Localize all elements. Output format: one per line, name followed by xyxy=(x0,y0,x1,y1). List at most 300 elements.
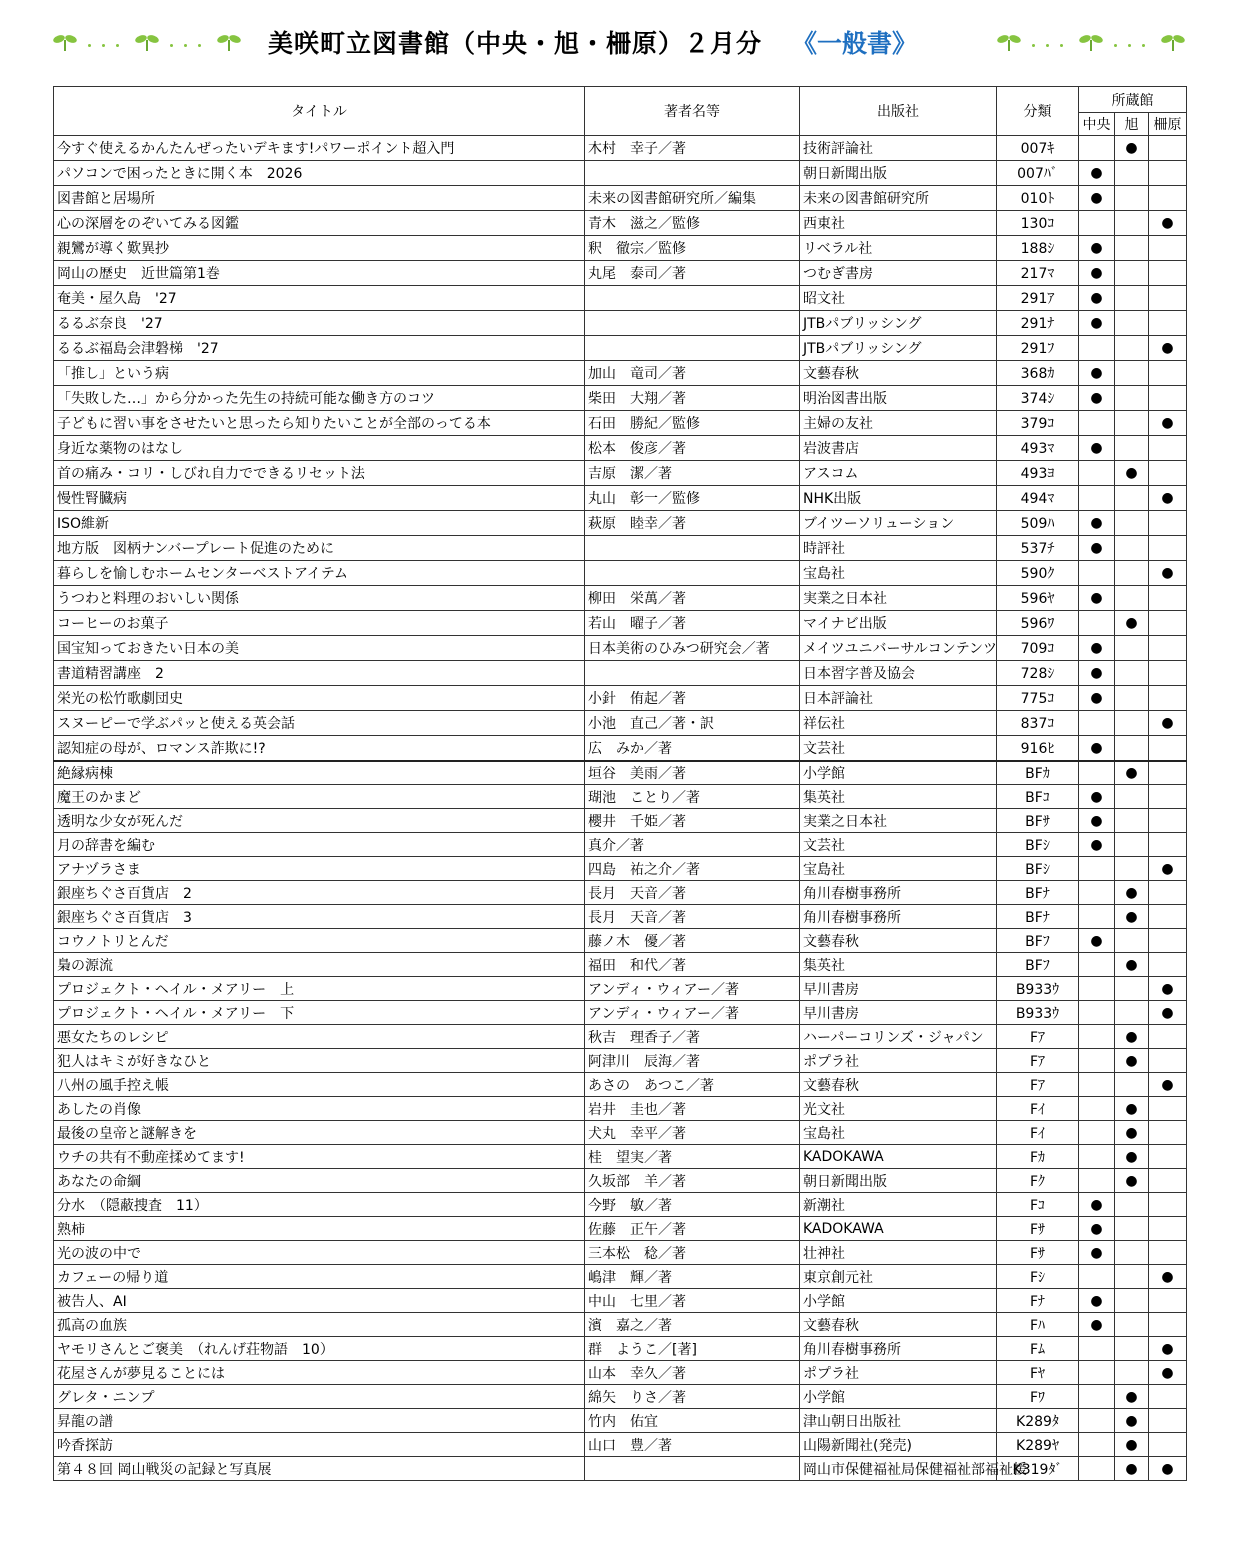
publisher-cell: 西東社 xyxy=(800,211,997,236)
table-row xyxy=(54,1337,1187,1361)
holding-chuo-cell: ● xyxy=(1079,511,1115,536)
class-cell: 007ﾊﾞ xyxy=(997,161,1079,186)
class-cell: 379ｺ xyxy=(997,411,1079,436)
holding-chuo-cell: ● xyxy=(1079,686,1115,711)
author-cell: 若山 曜子／著 xyxy=(585,611,800,636)
class-cell: BFｺ xyxy=(997,785,1079,809)
holding-asahi-cell: ● xyxy=(1115,1457,1149,1481)
holding-yanahara-cell xyxy=(1149,261,1187,286)
author-cell xyxy=(585,161,800,186)
author-cell: 小針 侑起／著 xyxy=(585,686,800,711)
holding-chuo-cell: ● xyxy=(1079,386,1115,411)
holding-chuo-cell xyxy=(1079,1385,1115,1409)
holding-yanahara-cell xyxy=(1149,761,1187,785)
table-row xyxy=(54,486,1187,511)
book-title-cell: 吟香探訪 xyxy=(54,1433,585,1457)
publisher-cell: 宝島社 xyxy=(800,1121,997,1145)
publisher-cell: 宝島社 xyxy=(800,857,997,881)
table-row xyxy=(54,436,1187,461)
table-row xyxy=(54,661,1187,686)
holding-yanahara-cell xyxy=(1149,136,1187,161)
book-title-cell: 分水 （隠蔽捜査 11） xyxy=(54,1193,585,1217)
holding-chuo-cell: ● xyxy=(1079,311,1115,336)
holding-asahi-cell xyxy=(1115,661,1149,686)
holding-asahi-cell xyxy=(1115,1001,1149,1025)
book-title-cell: 図書館と居場所 xyxy=(54,186,585,211)
class-cell: Fｻ xyxy=(997,1217,1079,1241)
holding-chuo-cell: ● xyxy=(1079,661,1115,686)
holding-asahi-cell xyxy=(1115,857,1149,881)
author-cell: 四島 祐之介／著 xyxy=(585,857,800,881)
class-cell: Fｶ xyxy=(997,1145,1079,1169)
holding-asahi-cell xyxy=(1115,686,1149,711)
class-cell: Fｱ xyxy=(997,1049,1079,1073)
class-cell: BFﾌ xyxy=(997,953,1079,977)
holding-chuo-cell xyxy=(1079,1361,1115,1385)
holding-chuo-cell: ● xyxy=(1079,436,1115,461)
book-title-cell: プロジェクト・ヘイル・メアリー 下 xyxy=(54,1001,585,1025)
author-cell: 釈 徹宗／監修 xyxy=(585,236,800,261)
class-cell: BFｻ xyxy=(997,809,1079,833)
author-cell: 日本美術のひみつ研究会／著 xyxy=(585,636,800,661)
table-row xyxy=(54,1361,1187,1385)
holding-yanahara-cell: ● xyxy=(1149,1001,1187,1025)
class-cell: K289ﾀ xyxy=(997,1409,1079,1433)
author-cell: 佐藤 正午／著 xyxy=(585,1217,800,1241)
class-cell: 596ﾔ xyxy=(997,586,1079,611)
table-row xyxy=(54,511,1187,536)
holding-yanahara-cell xyxy=(1149,1145,1187,1169)
book-title-cell: 魔王のかまど xyxy=(54,785,585,809)
author-cell: あさの あつこ／著 xyxy=(585,1073,800,1097)
author-cell xyxy=(585,561,800,586)
holding-asahi-cell xyxy=(1115,236,1149,261)
author-cell: 桂 望実／著 xyxy=(585,1145,800,1169)
holding-yanahara-cell xyxy=(1149,881,1187,905)
holding-asahi-cell xyxy=(1115,1073,1149,1097)
publisher-cell: KADOKAWA xyxy=(800,1217,997,1241)
publisher-cell: 昭文社 xyxy=(800,286,997,311)
book-title-cell: 被告人、AI xyxy=(54,1289,585,1313)
book-title-cell: ヤモリさんとご褒美 （れんげ荘物語 10） xyxy=(54,1337,585,1361)
author-cell xyxy=(585,286,800,311)
dots-icon xyxy=(1104,29,1160,53)
author-cell: 丸尾 泰司／著 xyxy=(585,261,800,286)
author-cell: アンディ・ウィアー／著 xyxy=(585,1001,800,1025)
class-cell: Fｼ xyxy=(997,1265,1079,1289)
holding-chuo-cell: ● xyxy=(1079,186,1115,211)
holding-chuo-cell: ● xyxy=(1079,161,1115,186)
holding-yanahara-cell: ● xyxy=(1149,411,1187,436)
table-row xyxy=(54,833,1187,857)
holding-yanahara-cell xyxy=(1149,905,1187,929)
class-cell: Fｸ xyxy=(997,1169,1079,1193)
author-cell: 木村 幸子／著 xyxy=(585,136,800,161)
book-title-cell: 孤高の血族 xyxy=(54,1313,585,1337)
book-title-cell: るるぶ奈良 '27 xyxy=(54,311,585,336)
class-cell: B933ｳ xyxy=(997,1001,1079,1025)
class-cell: BFﾅ xyxy=(997,905,1079,929)
book-title-cell: うつわと料理のおいしい関係 xyxy=(54,586,585,611)
author-cell: 嶋津 輝／著 xyxy=(585,1265,800,1289)
publisher-cell: 早川書房 xyxy=(800,1001,997,1025)
book-title-cell: 花屋さんが夢見ることには xyxy=(54,1361,585,1385)
class-cell: BFﾌ xyxy=(997,929,1079,953)
book-title-cell: 最後の皇帝と謎解きを xyxy=(54,1121,585,1145)
author-cell: 藤ノ木 優／著 xyxy=(585,929,800,953)
table-row xyxy=(54,1049,1187,1073)
table-row xyxy=(54,1241,1187,1265)
holding-yanahara-cell xyxy=(1149,611,1187,636)
author-cell: 長月 天音／著 xyxy=(585,905,800,929)
holding-chuo-cell xyxy=(1079,411,1115,436)
holding-asahi-cell xyxy=(1115,833,1149,857)
publisher-cell: 光文社 xyxy=(800,1097,997,1121)
class-cell: 493ﾏ xyxy=(997,436,1079,461)
table-row xyxy=(54,785,1187,809)
col-header-class: 分類 xyxy=(997,87,1079,136)
holding-chuo-cell xyxy=(1079,857,1115,881)
publisher-cell: ポプラ社 xyxy=(800,1049,997,1073)
class-cell: Fﾜ xyxy=(997,1385,1079,1409)
holding-asahi-cell xyxy=(1115,386,1149,411)
holding-chuo-cell xyxy=(1079,211,1115,236)
publisher-cell: 岩波書店 xyxy=(800,436,997,461)
book-title-cell: 親鸞が導く歎異抄 xyxy=(54,236,585,261)
table-row xyxy=(54,136,1187,161)
table-row xyxy=(54,1169,1187,1193)
holding-asahi-cell: ● xyxy=(1115,1121,1149,1145)
holding-chuo-cell: ● xyxy=(1079,286,1115,311)
holding-chuo-cell xyxy=(1079,461,1115,486)
class-cell: Fﾔ xyxy=(997,1361,1079,1385)
holding-chuo-cell xyxy=(1079,1145,1115,1169)
table-row xyxy=(54,1097,1187,1121)
holding-asahi-cell xyxy=(1115,736,1149,761)
holding-yanahara-cell xyxy=(1149,286,1187,311)
class-cell: Fｲ xyxy=(997,1121,1079,1145)
table-header-row xyxy=(54,87,1187,113)
publisher-cell: 文芸社 xyxy=(800,833,997,857)
publisher-cell: 未来の図書館研究所 xyxy=(800,186,997,211)
author-cell: 秋吉 理香子／著 xyxy=(585,1025,800,1049)
publisher-cell: 角川春樹事務所 xyxy=(800,905,997,929)
category-label: 《一般書》 xyxy=(792,29,918,58)
class-cell: K289ﾔ xyxy=(997,1433,1079,1457)
book-list-table xyxy=(53,86,1187,1481)
holding-yanahara-cell: ● xyxy=(1149,211,1187,236)
book-title-cell: パソコンで困ったときに開く本 2026 xyxy=(54,161,585,186)
publisher-cell: ブイツーソリューション xyxy=(800,511,997,536)
class-cell: BFｶ xyxy=(997,761,1079,785)
holding-chuo-cell xyxy=(1079,1121,1115,1145)
publisher-cell: 角川春樹事務所 xyxy=(800,881,997,905)
holding-chuo-cell xyxy=(1079,953,1115,977)
book-title-cell: スヌーピーで学ぶパッと使える英会話 xyxy=(54,711,585,736)
publisher-cell: 岡山市保健福祉局保健福祉部福祉援 xyxy=(800,1457,997,1481)
col-header-author: 著者名等 xyxy=(585,87,800,136)
holding-chuo-cell xyxy=(1079,711,1115,736)
holding-asahi-cell xyxy=(1115,286,1149,311)
class-cell: Fｻ xyxy=(997,1241,1079,1265)
holding-asahi-cell: ● xyxy=(1115,1409,1149,1433)
holding-asahi-cell xyxy=(1115,211,1149,236)
table-row xyxy=(54,1289,1187,1313)
holding-chuo-cell: ● xyxy=(1079,1241,1115,1265)
table-row xyxy=(54,336,1187,361)
holding-yanahara-cell xyxy=(1149,386,1187,411)
holding-yanahara-cell xyxy=(1149,953,1187,977)
table-row xyxy=(54,611,1187,636)
col-header-libraries: 所蔵館 xyxy=(1079,87,1187,113)
class-cell: 291ﾅ xyxy=(997,311,1079,336)
publisher-cell: 文藝春秋 xyxy=(800,1073,997,1097)
class-cell: 493ﾖ xyxy=(997,461,1079,486)
author-cell: 櫻井 千姫／著 xyxy=(585,809,800,833)
publisher-cell: 小学館 xyxy=(800,1289,997,1313)
holding-yanahara-cell xyxy=(1149,833,1187,857)
book-title-cell: コウノトリとんだ xyxy=(54,929,585,953)
holding-yanahara-cell: ● xyxy=(1149,336,1187,361)
table-row xyxy=(54,1265,1187,1289)
class-cell: 728ｼ xyxy=(997,661,1079,686)
holding-yanahara-cell: ● xyxy=(1149,561,1187,586)
holding-asahi-cell: ● xyxy=(1115,1049,1149,1073)
class-cell: Fﾅ xyxy=(997,1289,1079,1313)
table-row xyxy=(54,929,1187,953)
book-title-cell: カフェーの帰り道 xyxy=(54,1265,585,1289)
author-cell: アンディ・ウィアー／著 xyxy=(585,977,800,1001)
sprout-decoration-right xyxy=(996,28,1186,54)
class-cell: 596ﾜ xyxy=(997,611,1079,636)
holding-yanahara-cell xyxy=(1149,1193,1187,1217)
table-row xyxy=(54,809,1187,833)
author-cell: 萩原 睦幸／著 xyxy=(585,511,800,536)
holding-chuo-cell: ● xyxy=(1079,361,1115,386)
class-cell: 130ｺ xyxy=(997,211,1079,236)
publisher-cell: 集英社 xyxy=(800,953,997,977)
publisher-cell: 文芸社 xyxy=(800,736,997,761)
author-cell xyxy=(585,661,800,686)
publisher-cell: 時評社 xyxy=(800,536,997,561)
table-row xyxy=(54,711,1187,736)
table-row xyxy=(54,1385,1187,1409)
col-header-chuo: 中央 xyxy=(1079,113,1115,136)
holding-yanahara-cell xyxy=(1149,1241,1187,1265)
publisher-cell: つむぎ書房 xyxy=(800,261,997,286)
book-title-cell: プロジェクト・ヘイル・メアリー 上 xyxy=(54,977,585,1001)
table-row xyxy=(54,1025,1187,1049)
table-row xyxy=(54,311,1187,336)
publisher-cell: 文藝春秋 xyxy=(800,361,997,386)
table-row xyxy=(54,857,1187,881)
table-row xyxy=(54,586,1187,611)
book-title-cell: 悪女たちのレシピ xyxy=(54,1025,585,1049)
table-body xyxy=(54,136,1187,1481)
holding-yanahara-cell xyxy=(1149,736,1187,761)
book-title-cell: 子どもに習い事をさせたいと思ったら知りたいことが全部のってる本 xyxy=(54,411,585,436)
author-cell xyxy=(585,311,800,336)
table-row xyxy=(54,561,1187,586)
publisher-cell: KADOKAWA xyxy=(800,1145,997,1169)
class-cell: K319ﾀﾞ xyxy=(997,1457,1079,1481)
table-row xyxy=(54,636,1187,661)
table-row xyxy=(54,736,1187,761)
book-title-cell: 「失敗した…」から分かった先生の持続可能な働き方のコツ xyxy=(54,386,585,411)
holding-yanahara-cell xyxy=(1149,1289,1187,1313)
class-cell: BFｼ xyxy=(997,833,1079,857)
class-cell: Fﾊ xyxy=(997,1313,1079,1337)
holding-chuo-cell xyxy=(1079,1265,1115,1289)
class-cell: Fｺ xyxy=(997,1193,1079,1217)
table-row xyxy=(54,1409,1187,1433)
holding-yanahara-cell xyxy=(1149,161,1187,186)
book-title-cell: 岡山の歴史 近世篇第1巻 xyxy=(54,261,585,286)
publisher-cell: 日本習字普及協会 xyxy=(800,661,997,686)
table-row xyxy=(54,186,1187,211)
holding-chuo-cell xyxy=(1079,1025,1115,1049)
publisher-cell: 宝島社 xyxy=(800,561,997,586)
holding-chuo-cell xyxy=(1079,761,1115,785)
holding-yanahara-cell xyxy=(1149,785,1187,809)
holding-yanahara-cell xyxy=(1149,1385,1187,1409)
holding-chuo-cell xyxy=(1079,336,1115,361)
holding-asahi-cell xyxy=(1115,1337,1149,1361)
holding-asahi-cell xyxy=(1115,809,1149,833)
class-cell: 590ｸ xyxy=(997,561,1079,586)
dots-icon xyxy=(160,29,216,53)
class-cell: Fｱ xyxy=(997,1073,1079,1097)
book-title-cell: 透明な少女が死んだ xyxy=(54,809,585,833)
publisher-cell: NHK出版 xyxy=(800,486,997,511)
publisher-cell: 小学館 xyxy=(800,761,997,785)
publisher-cell: リベラル社 xyxy=(800,236,997,261)
holding-yanahara-cell: ● xyxy=(1149,1361,1187,1385)
author-cell: 小池 直己／著・訳 xyxy=(585,711,800,736)
table-row xyxy=(54,411,1187,436)
holding-yanahara-cell xyxy=(1149,311,1187,336)
publisher-cell: ハーパーコリンズ・ジャパン xyxy=(800,1025,997,1049)
holding-asahi-cell xyxy=(1115,1265,1149,1289)
author-cell: 竹内 佑宜 xyxy=(585,1409,800,1433)
class-cell: 291ｱ xyxy=(997,286,1079,311)
table-row xyxy=(54,261,1187,286)
author-cell: 三本松 稔／著 xyxy=(585,1241,800,1265)
holding-chuo-cell xyxy=(1079,1001,1115,1025)
holding-asahi-cell xyxy=(1115,711,1149,736)
sprout-icon xyxy=(216,29,242,53)
holding-asahi-cell xyxy=(1115,361,1149,386)
sprout-icon xyxy=(134,29,160,53)
publisher-cell: 東京創元社 xyxy=(800,1265,997,1289)
sprout-icon xyxy=(996,29,1022,53)
publisher-cell: JTBパブリッシング xyxy=(800,311,997,336)
publisher-cell: 実業之日本社 xyxy=(800,809,997,833)
holding-yanahara-cell xyxy=(1149,636,1187,661)
publisher-cell: 津山朝日出版社 xyxy=(800,1409,997,1433)
author-cell: 犬丸 幸平／著 xyxy=(585,1121,800,1145)
holding-asahi-cell: ● xyxy=(1115,881,1149,905)
holding-chuo-cell: ● xyxy=(1079,736,1115,761)
book-title-cell: ウチの共有不動産揉めてます! xyxy=(54,1145,585,1169)
publisher-cell: 小学館 xyxy=(800,1385,997,1409)
author-cell: 山本 幸久／著 xyxy=(585,1361,800,1385)
table-row xyxy=(54,386,1187,411)
publisher-cell: 祥伝社 xyxy=(800,711,997,736)
holding-asahi-cell: ● xyxy=(1115,461,1149,486)
holding-asahi-cell xyxy=(1115,536,1149,561)
table-row xyxy=(54,461,1187,486)
author-cell: 綿矢 りさ／著 xyxy=(585,1385,800,1409)
book-title-cell: 第４８回 岡山戦災の記録と写真展 xyxy=(54,1457,585,1481)
holding-asahi-cell: ● xyxy=(1115,1385,1149,1409)
holding-asahi-cell xyxy=(1115,785,1149,809)
author-cell: 瑚池 ことり／著 xyxy=(585,785,800,809)
holding-yanahara-cell xyxy=(1149,1121,1187,1145)
class-cell: 291ﾌ xyxy=(997,336,1079,361)
book-title-cell: 「推し」という病 xyxy=(54,361,585,386)
title-text: 美咲町立図書館（中央・旭・柵原）２月分 xyxy=(268,29,763,58)
holding-chuo-cell: ● xyxy=(1079,586,1115,611)
holding-yanahara-cell xyxy=(1149,1169,1187,1193)
publisher-cell: JTBパブリッシング xyxy=(800,336,997,361)
class-cell: Fｱ xyxy=(997,1025,1079,1049)
holding-chuo-cell xyxy=(1079,1073,1115,1097)
author-cell: 柳田 栄萬／著 xyxy=(585,586,800,611)
holding-chuo-cell xyxy=(1079,977,1115,1001)
class-cell: 537ﾁ xyxy=(997,536,1079,561)
holding-asahi-cell: ● xyxy=(1115,953,1149,977)
table-row xyxy=(54,953,1187,977)
sprout-icon xyxy=(1160,29,1186,53)
class-cell: B933ｳ xyxy=(997,977,1079,1001)
holding-asahi-cell: ● xyxy=(1115,1097,1149,1121)
table-row xyxy=(54,286,1187,311)
holding-asahi-cell xyxy=(1115,586,1149,611)
book-title-cell: 犯人はキミが好きなひと xyxy=(54,1049,585,1073)
holding-asahi-cell xyxy=(1115,1361,1149,1385)
holding-yanahara-cell xyxy=(1149,1409,1187,1433)
holding-asahi-cell xyxy=(1115,636,1149,661)
book-title-cell: 光の波の中で xyxy=(54,1241,585,1265)
book-title-cell: 梟の源流 xyxy=(54,953,585,977)
holding-yanahara-cell: ● xyxy=(1149,1337,1187,1361)
class-cell: 374ｼ xyxy=(997,386,1079,411)
class-cell: BFｼ xyxy=(997,857,1079,881)
class-cell: 509ﾊ xyxy=(997,511,1079,536)
holding-asahi-cell: ● xyxy=(1115,1025,1149,1049)
author-cell: 岩井 圭也／著 xyxy=(585,1097,800,1121)
publisher-cell: 新潮社 xyxy=(800,1193,997,1217)
author-cell: 真介／著 xyxy=(585,833,800,857)
holding-yanahara-cell xyxy=(1149,809,1187,833)
table-row xyxy=(54,236,1187,261)
page-header xyxy=(0,0,1246,84)
holding-yanahara-cell: ● xyxy=(1149,1457,1187,1481)
publisher-cell: 実業之日本社 xyxy=(800,586,997,611)
holding-chuo-cell xyxy=(1079,1049,1115,1073)
author-cell: 群 ようこ／[著] xyxy=(585,1337,800,1361)
holding-chuo-cell: ● xyxy=(1079,1193,1115,1217)
book-title-cell: 月の辞書を編む xyxy=(54,833,585,857)
holding-yanahara-cell: ● xyxy=(1149,711,1187,736)
holding-chuo-cell xyxy=(1079,1097,1115,1121)
book-title-cell: 銀座ちぐさ百貨店 2 xyxy=(54,881,585,905)
dots-icon xyxy=(1022,29,1078,53)
holding-chuo-cell: ● xyxy=(1079,1289,1115,1313)
holding-chuo-cell xyxy=(1079,486,1115,511)
book-title-cell: グレタ・ニンプ xyxy=(54,1385,585,1409)
